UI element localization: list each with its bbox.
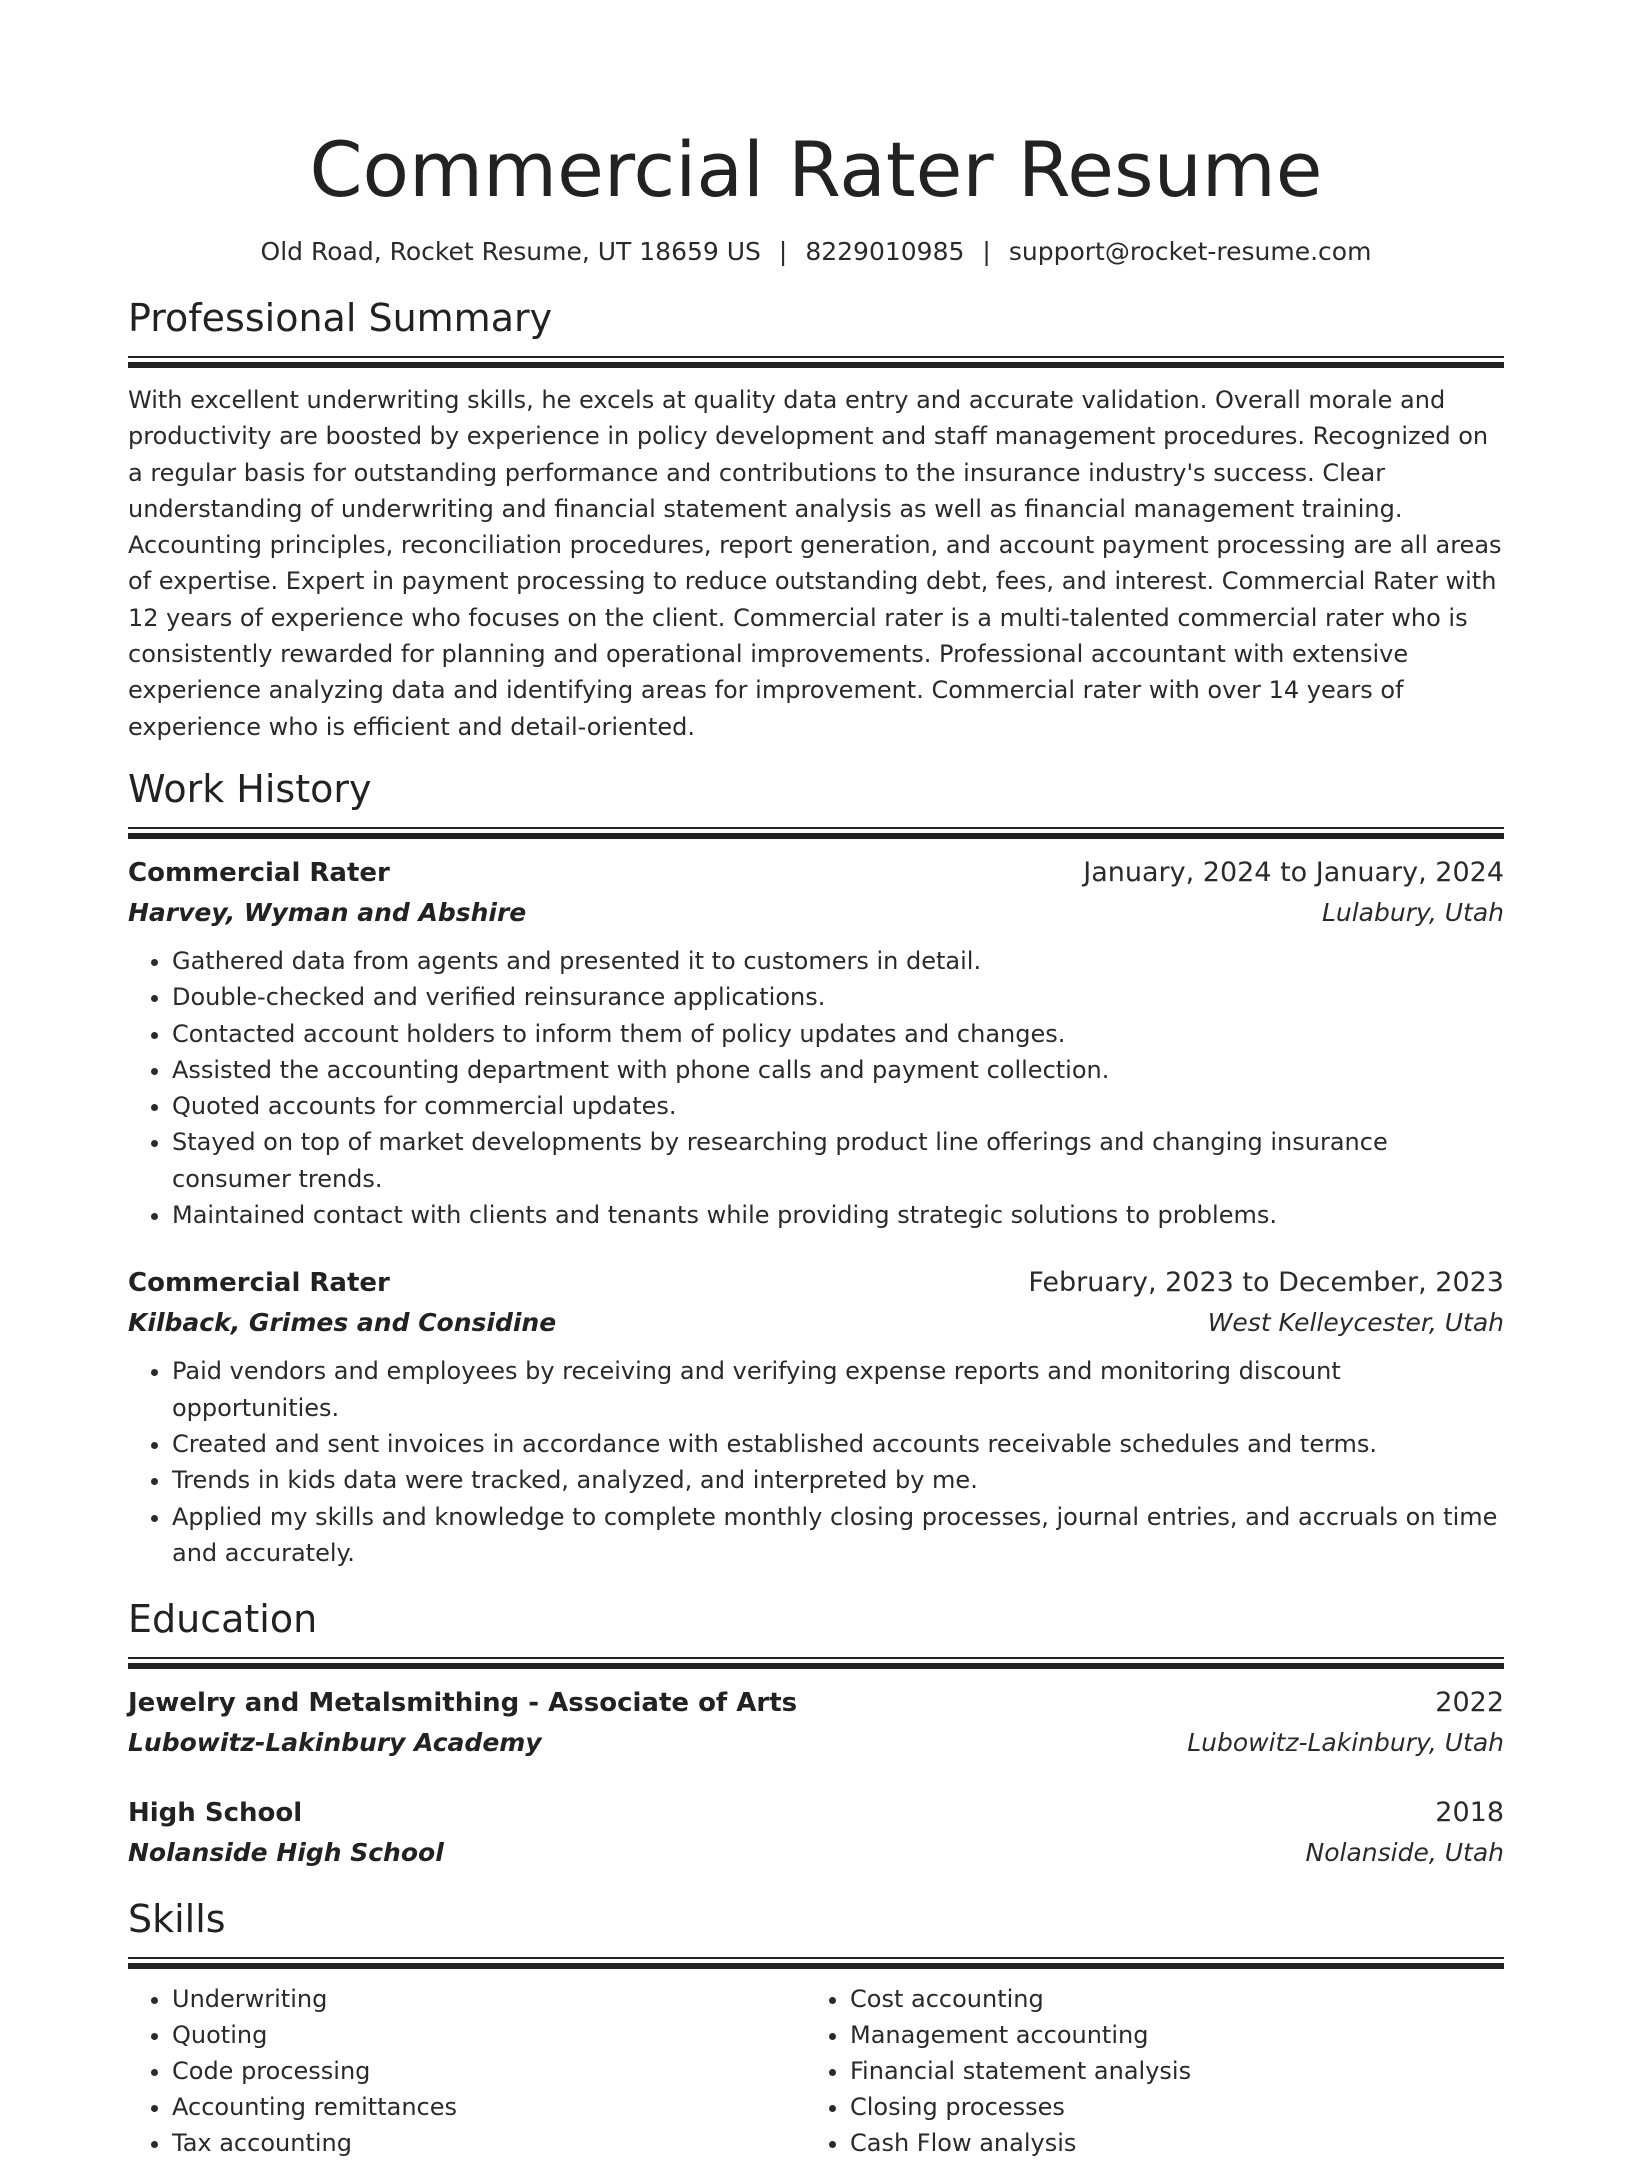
job-header-row (128, 1263, 1504, 1303)
contact-email[interactable]: support@rocket-resume.com (1008, 237, 1372, 266)
skill-item: • Tax accounting (172, 2125, 806, 2161)
job-bullets (128, 1353, 1504, 1571)
education-school: Nolanside High School (128, 1838, 444, 1868)
section-divider (128, 1657, 1504, 1669)
resume-page (128, 0, 1504, 2161)
skills-list-right (806, 1981, 1484, 2161)
skill-item: • Management accounting (850, 2017, 1484, 2053)
skill-item: • Accounting remittances (172, 2089, 806, 2125)
summary-text: With excellent underwriting skills, he excels at quality data entry and accurate validation. Overall morale and productivity are boosted by experience in policy development and staff management procedures. Recognized on a regular basis for outstanding performance and contributions to the insurance industry's success. Clear understanding of underwriting and financial statement analysis as well as financial management training. Accounting principles, reconciliation procedures, report generation, and account payment processing are all areas of expertise. Expert in payment processing to reduce outstanding debt, fees, and interest. Commercial Rater with 12 years of experience who focuses on the client. Commercial rater is a multi-talented commercial rater who is consistently rewarded for planning and operational improvements. Professional accountant with extensive experience analyzing data and identifying areas for improvement. Commercial rater with over 14 years of experience who is efficient and detail-oriented. (128, 386, 1502, 741)
skill-item: • Cash Flow analysis (850, 2125, 1484, 2161)
job-bullet: • Gathered data from agents and presented it to customers in detail. (172, 943, 1504, 979)
education-school-row (128, 1833, 1504, 1873)
job-bullet: • Paid vendors and employees by receiving and verifying expense reports and monitoring discount opportunities. (172, 1353, 1504, 1426)
skill-item: • Code processing (172, 2053, 806, 2089)
work-history-section (128, 765, 1504, 1571)
section-divider (128, 1957, 1504, 1969)
contact-phone[interactable]: 8229010985 (805, 237, 965, 266)
skills-section (128, 1895, 1504, 2161)
education-year: 2018 (1435, 1797, 1504, 1829)
job-company: Kilback, Grimes and Considine (128, 1308, 557, 1338)
job-bullet: • Trends in kids data were tracked, analyzed, and interpreted by me. (172, 1462, 1504, 1498)
contact-separator: | (982, 237, 991, 266)
section-title-skills: Skills (128, 1897, 226, 1942)
skills-list-left (128, 1981, 806, 2161)
job-bullet: • Maintained contact with clients and tenants while providing strategic solutions to problems. (172, 1197, 1504, 1233)
job-location: Lulabury, Utah (1321, 897, 1504, 927)
job-company: Harvey, Wyman and Abshire (128, 897, 527, 927)
job-entry (128, 853, 1504, 1233)
job-dates: February, 2023 to December, 2023 (1028, 1267, 1504, 1299)
job-bullet: • Assisted the accounting department with phone calls and payment collection. (172, 1052, 1504, 1088)
skill-item: • Financial statement analysis (850, 2053, 1484, 2089)
job-dates: January, 2024 to January, 2024 (1083, 856, 1504, 888)
education-header-row (128, 1683, 1504, 1723)
skill-item: • Cost accounting (850, 1981, 1484, 2017)
job-company-row (128, 1303, 1504, 1343)
job-title: Commercial Rater (128, 1268, 390, 1299)
section-divider (128, 356, 1504, 368)
job-bullet: • Contacted account holders to inform them of policy updates and changes. (172, 1016, 1504, 1052)
education-location: Nolanside, Utah (1305, 1838, 1504, 1868)
education-school-row (128, 1723, 1504, 1763)
skill-item: • Underwriting (172, 1981, 806, 2017)
job-bullet: • Created and sent invoices in accordance with established accounts receivable schedules and terms. (172, 1426, 1504, 1462)
resume-title: Commercial Rater Resume (309, 125, 1323, 214)
skill-item: • Closing processes (850, 2089, 1484, 2125)
summary-section (128, 294, 1504, 745)
job-bullet: • Applied my skills and knowledge to complete monthly closing processes, journal entries, and accruals on time and accurately. (172, 1499, 1504, 1572)
skills-columns (128, 1981, 1504, 2161)
education-header-row (128, 1793, 1504, 1833)
education-degree: High School (128, 1798, 303, 1829)
education-entry (128, 1793, 1504, 1873)
job-bullet: • Stayed on top of market developments by researching product line offerings and changing insurance consumer trends. (172, 1124, 1504, 1197)
job-title: Commercial Rater (128, 857, 390, 888)
education-location: Lubowitz-Lakinbury, Utah (1187, 1728, 1504, 1758)
section-title-education: Education (128, 1597, 318, 1642)
job-header-row (128, 853, 1504, 893)
contact-separator: | (778, 237, 788, 266)
job-location: West Kelleycester, Utah (1207, 1308, 1504, 1338)
education-year: 2022 (1435, 1687, 1504, 1719)
section-divider (128, 827, 1504, 839)
contact-address: Old Road, Rocket Resume, UT 18659 US (260, 237, 761, 266)
education-degree: Jewelry and Metalsmithing - Associate of Arts (128, 1688, 798, 1719)
education-section (128, 1595, 1504, 1873)
job-company-row (128, 893, 1504, 933)
job-bullet: • Double-checked and verified reinsurance applications. (172, 979, 1504, 1015)
education-school: Lubowitz-Lakinbury Academy (128, 1728, 542, 1758)
job-bullets (128, 943, 1504, 1233)
skill-item: • Quoting (172, 2017, 806, 2053)
contact-line (128, 236, 1504, 268)
section-title-work-history: Work History (128, 766, 372, 811)
education-entry (128, 1683, 1504, 1763)
job-entry (128, 1263, 1504, 1571)
section-title-summary: Professional Summary (128, 296, 553, 340)
job-bullet: • Quoted accounts for commercial updates. (172, 1088, 1504, 1124)
